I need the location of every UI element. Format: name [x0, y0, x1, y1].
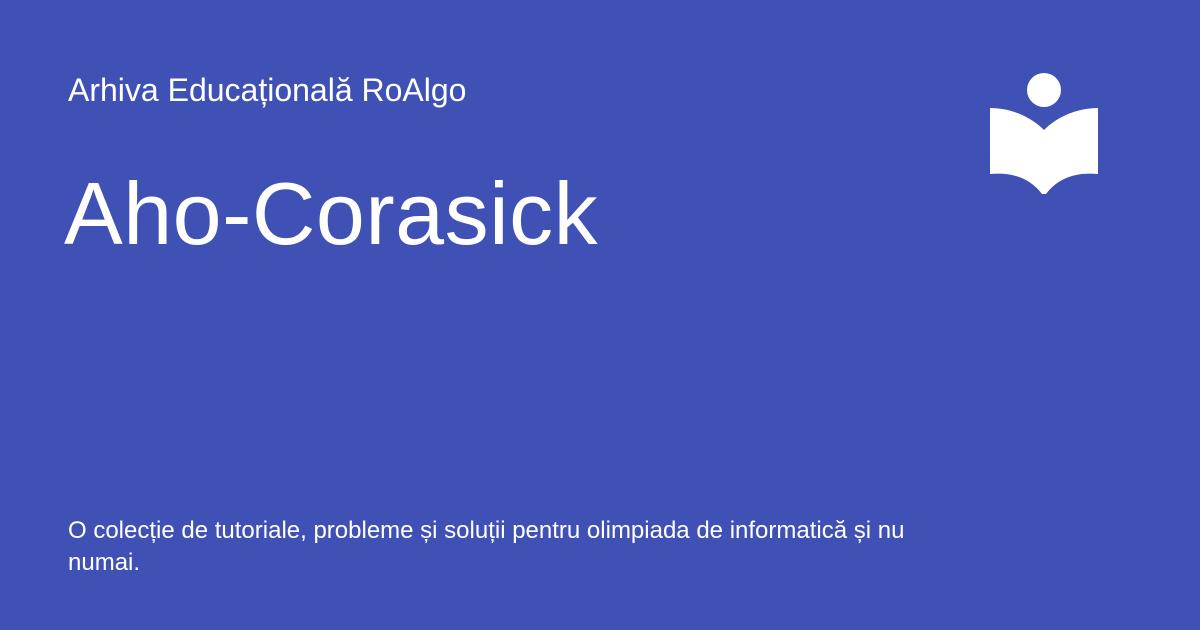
reader-head	[1027, 73, 1061, 107]
site-name: Arhiva Educațională RoAlgo	[68, 72, 467, 108]
reader-book-icon	[988, 70, 1100, 198]
open-book	[990, 108, 1098, 194]
site-description: O colecție de tutoriale, probleme și soluții pentru olimpiada de informatică și nu numai.	[68, 517, 905, 576]
page-title: Aho-Corasick	[64, 164, 599, 263]
